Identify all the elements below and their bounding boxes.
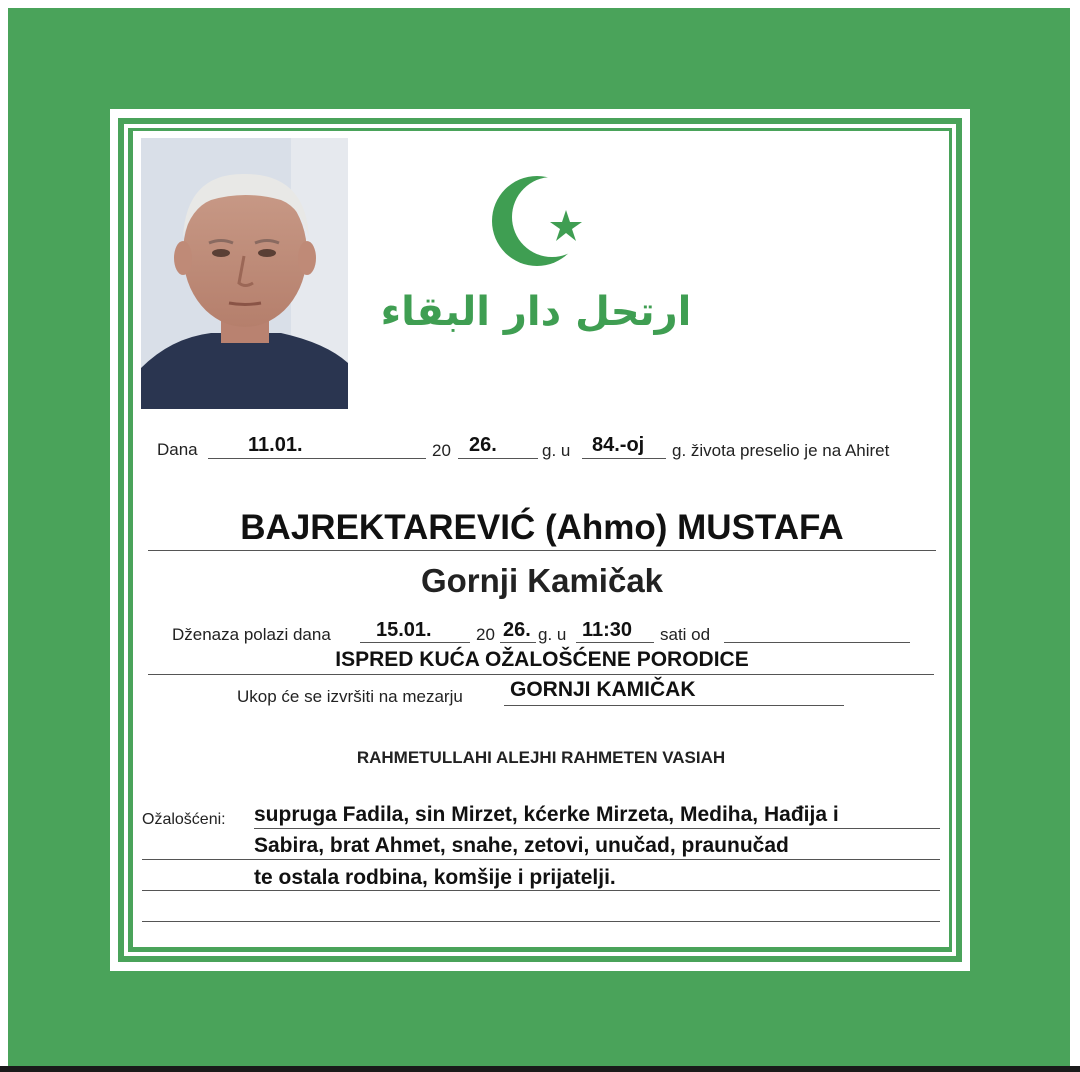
- intro-tail: g. života preselio je na Ahiret: [672, 441, 890, 460]
- death-year: 26.: [469, 434, 497, 456]
- year-prefix: 20: [432, 441, 451, 460]
- arabic-calligraphy: [380, 270, 692, 350]
- burial-label: Ukop će se izvršiti na mezarju: [237, 687, 463, 706]
- funeral-time: 11:30: [582, 619, 633, 641]
- funeral-year: 26.: [503, 619, 531, 641]
- g-u-label: g. u: [542, 441, 571, 460]
- dana-label: Dana: [157, 440, 198, 459]
- death-date: 11.01.: [248, 434, 303, 456]
- mourners-label: Ožalošćeni:: [142, 811, 226, 828]
- sati-od-label: sati od: [660, 625, 711, 644]
- funeral-g-u-label: g. u: [538, 625, 567, 644]
- arabic-text: ارتحل دار البقاء: [380, 289, 692, 335]
- deceased-name: BAJREKTAREVIĆ (Ahmo) MUSTAFA: [240, 508, 844, 547]
- crescent-star-icon: [490, 170, 590, 270]
- funeral-year-prefix: 20: [476, 625, 495, 644]
- funeral-label: Dženaza polazi dana: [172, 625, 331, 644]
- prayer-text: RAHMETULLAHI ALEJHI RAHMETEN VASIAH: [356, 748, 726, 767]
- mourners-line-3: te ostala rodbina, komšije i prijatelji.: [254, 866, 616, 889]
- funeral-date: 15.01.: [376, 619, 432, 641]
- cemetery-name: GORNJI KAMIČAK: [510, 678, 696, 701]
- village-name: Gornji Kamičak: [420, 562, 664, 599]
- mourners-line-2: Sabira, brat Ahmet, snahe, zetovi, unučad, praunučad: [254, 834, 789, 857]
- deceased-photo: [141, 138, 348, 409]
- bottom-edge: [0, 1066, 1080, 1072]
- age: 84.-oj: [592, 434, 645, 456]
- mourners-line-1: supruga Fadila, sin Mirzet, kćerke Mirzeta, Mediha, Hađija i: [254, 803, 839, 826]
- funeral-from-place: ISPRED KUĆA OŽALOŠĆENE PORODICE: [335, 648, 749, 671]
